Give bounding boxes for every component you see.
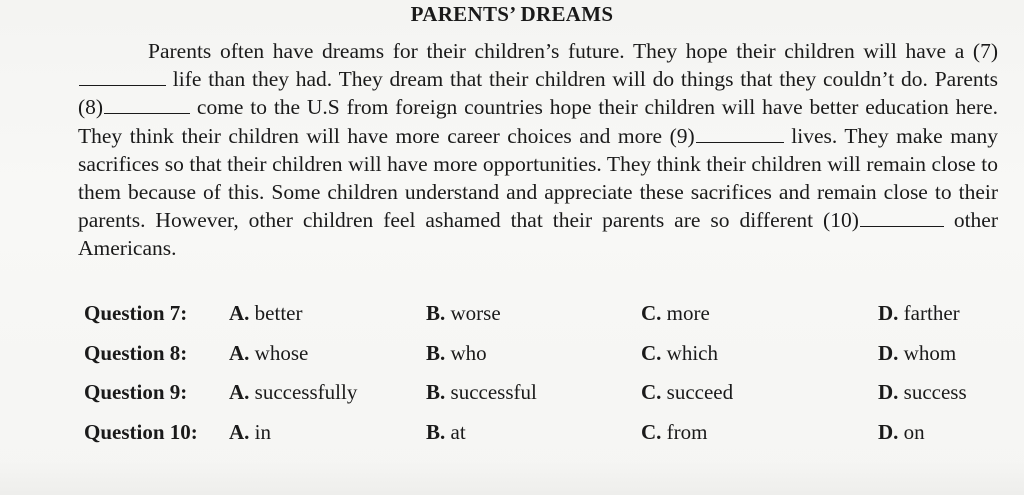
answer-blank-10 (860, 208, 944, 227)
passage-text: Parents often have dreams for their children’s future. They hope their children will have a (148, 39, 973, 63)
option-a: A. successfully (229, 380, 358, 404)
option-b: B. worse (426, 301, 501, 325)
reading-passage (78, 37, 998, 263)
question-row-7 (84, 301, 1004, 341)
blank-number-9: (9) (669, 123, 695, 148)
document-title: PARENTS’ DREAMS (410, 2, 614, 26)
option-a: A. whose (229, 340, 309, 365)
option-a: A. in (229, 419, 272, 444)
question-label: Question 8: (84, 340, 188, 365)
question-label: Question 10: (84, 419, 198, 444)
option-c: C. from (641, 419, 708, 444)
option-c: C. more (641, 301, 710, 325)
passage-text: other Americans. (78, 208, 998, 261)
question-list (84, 301, 1004, 459)
passage-text: life than they had. They dream that their children will do things that they couldn’t do. Parents (166, 67, 998, 92)
question-row-10 (84, 420, 1004, 460)
answer-blank-9 (696, 124, 784, 143)
page-bottom-shadow (0, 461, 1024, 495)
blank-number-10: (10) (823, 208, 859, 233)
blank-number-7: (7) (972, 39, 998, 63)
option-d: D. farther (878, 301, 960, 325)
question-row-8 (84, 341, 1004, 381)
blank-number-8: (8) (78, 95, 104, 120)
option-b: B. at (426, 419, 466, 444)
answer-blank-7 (79, 67, 166, 86)
question-label: Question 7: (84, 301, 188, 325)
option-b: B. successful (426, 380, 537, 404)
question-row-9 (84, 380, 1004, 420)
option-b: B. who (426, 340, 487, 365)
passage-text: come to the U.S from foreign countries hope their children will have better education here. They think their children will have more career choices and more (78, 95, 998, 148)
question-label: Question 9: (84, 380, 188, 404)
option-d: D. success (878, 380, 967, 404)
option-c: C. which (641, 340, 718, 365)
answer-blank-8 (104, 95, 190, 114)
option-c: C. succeed (641, 380, 734, 404)
option-d: D. on (878, 419, 925, 444)
option-d: D. whom (878, 340, 957, 365)
passage-text: lives. They make many sacrifices so that their children will have more opportunities. They think their children will remain close to them because of this. Some children understand and appreciate these sacrifices and remain close to their parents. However, other children feel ashamed that their parents are so different (78, 123, 999, 233)
option-a: A. better (229, 301, 303, 325)
